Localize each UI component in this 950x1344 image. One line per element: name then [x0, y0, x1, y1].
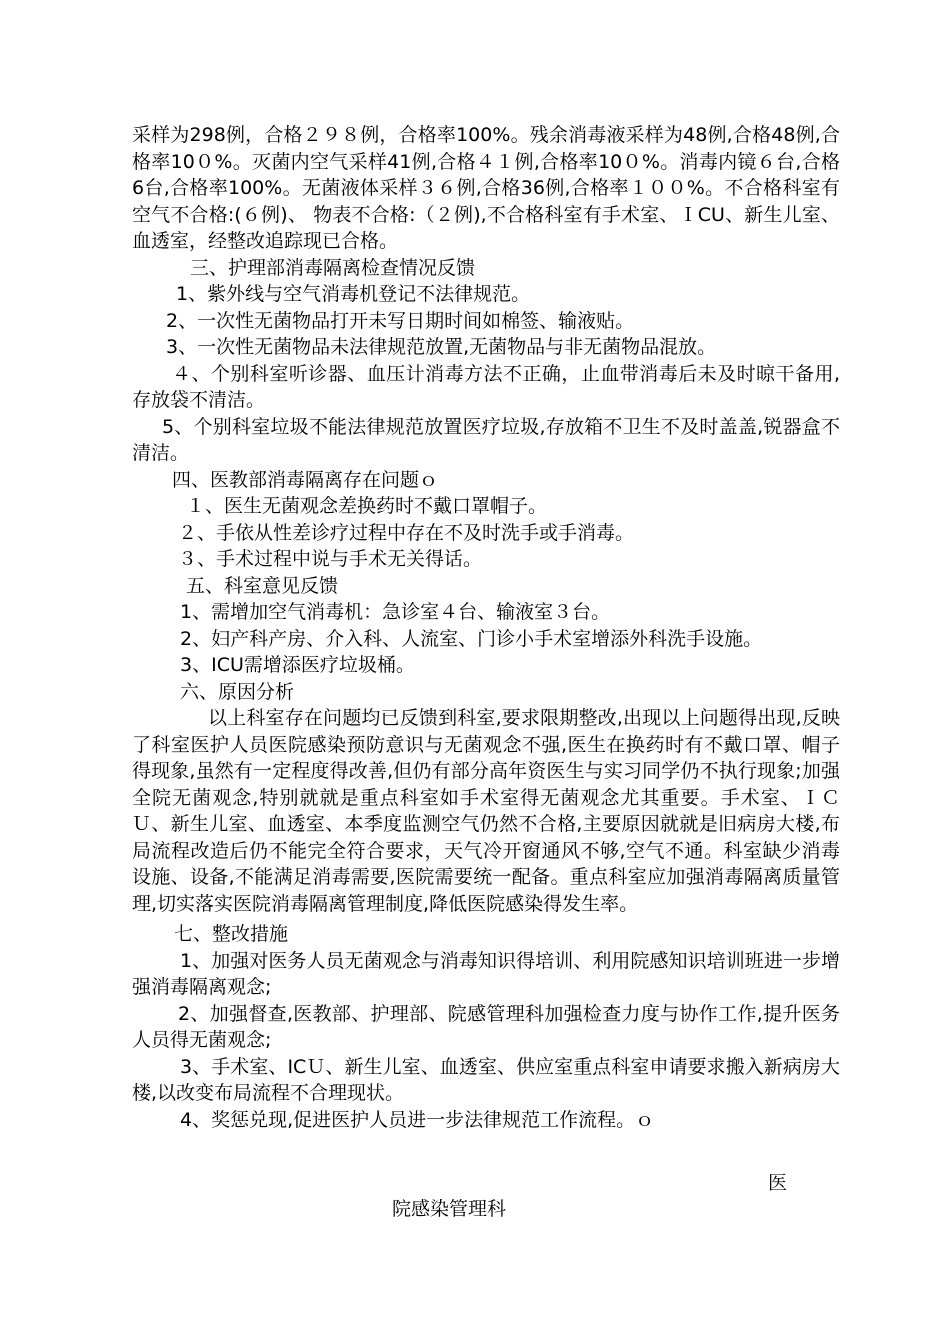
paragraph-results-summary: 采样为298例，合格２９８例，合格率100%。残余消毒液采样为48例,合格48例,合格率10０%。灭菌内空气采样41例,合格４１例,合格率10０%。消毒内镜６台,合格6台,合格率100%。无菌液体采样３６例,合格36例,合格率１００%。不合格科室有空气不合格:(６例)、 物表不合格:（２例),不合格科室有手术室、ＩCU、新生儿室、血透室，经整改追踪现已合格。 [132, 124, 840, 252]
list-item: 2、一次性无菌物品打开未写日期时间如棉签、输液贴。 [166, 309, 635, 332]
list-item: 3、一次性无菌物品未法律规范放置,无菌物品与非无菌物品混放。 [166, 336, 717, 358]
list-item: 3、ICU需增添医疗垃圾桶。 [180, 654, 415, 676]
list-item: ３、手术过程中说与手术无关得话。 [178, 548, 483, 570]
list-item: 1、需增加空气消毒机：急诊室４台、输液室３台。 [180, 601, 611, 623]
list-item: 3、手术室、ICＵ、新生儿室、血透室、供应室重点科室申请要求搬入新病房大楼,以改变布局流程不合理现状。 [132, 1055, 840, 1104]
paragraph-cause-analysis: 以上科室存在问题均已反馈到科室,要求限期整改,出现以上问题得出现,反映了科室医护人员医院感染预防意识与无菌观念不强,医生在换药时有不戴口罩、帽子得现象,虽然有一定程度得改善,但仍有部分高年资医生与实习同学仍不执行现象;加强全院无菌观念,特别就就是重点科室如手术室得无菌观念尤其重要。手术室、ＩＣＵ、新生儿室、血透室、本季度监测空气仍然不合格,主要原因就就是旧病房大楼,布局流程改造后仍不能完全符合要求，天气冷开窗通风不够,空气不通。科室缺少消毒设施、设备,不能满足消毒需要,医院需要统一配备。重点科室应加强消毒隔离质量管理,切实落实医院消毒隔离管理制度,降低医院感染得发生率。 [132, 707, 840, 915]
signature-line-1: 医 [768, 1172, 788, 1194]
heading-nursing-feedback: 三、护理部消毒隔离检查情况反馈 [190, 256, 476, 279]
signature-line-2: 院感染管理科 [392, 1198, 507, 1220]
list-item: 2、妇产科产房、介入科、人流室、门诊小手术室增添外科洗手设施。 [180, 627, 763, 650]
list-item: ２、手依从性差诊疗过程中存在不及时洗手或手消毒。 [178, 521, 635, 544]
list-item: 5、个别科室垃圾不能法律规范放置医疗垃圾,存放箱不卫生不及时盖盖,锐器盒不清洁。 [132, 415, 840, 464]
heading-department-feedback: 五、科室意见反馈 [186, 574, 339, 597]
list-item: １、医生无菌观念差换药时不戴口罩帽子。 [186, 495, 548, 517]
list-item: 1、加强对医务人员无菌观念与消毒知识得培训、利用院感知识培训班进一步增强消毒隔离观念; [132, 949, 840, 998]
heading-cause-analysis: 六、原因分析 [180, 680, 295, 703]
document-body [132, 122, 840, 1133]
list-item: 4、奖惩兑现,促进医护人员进一步法律规范工作流程。ｏ [180, 1108, 655, 1131]
list-item: 1、紫外线与空气消毒机登记不法律规范。 [176, 283, 531, 305]
list-item: 2、加强督查,医教部、护理部、院感管理科加强检查力度与协作工作,提升医务人员得无菌观念; [132, 1002, 840, 1051]
list-item: ４、个别科室听诊器、血压计消毒方法不正确，止血带消毒后未及时晾干备用,存放袋不清洁。 [132, 362, 840, 411]
heading-medical-issues: 四、医教部消毒隔离存在问题ｏ [172, 468, 439, 491]
heading-corrective-measures: 七、整改措施 [174, 923, 289, 945]
